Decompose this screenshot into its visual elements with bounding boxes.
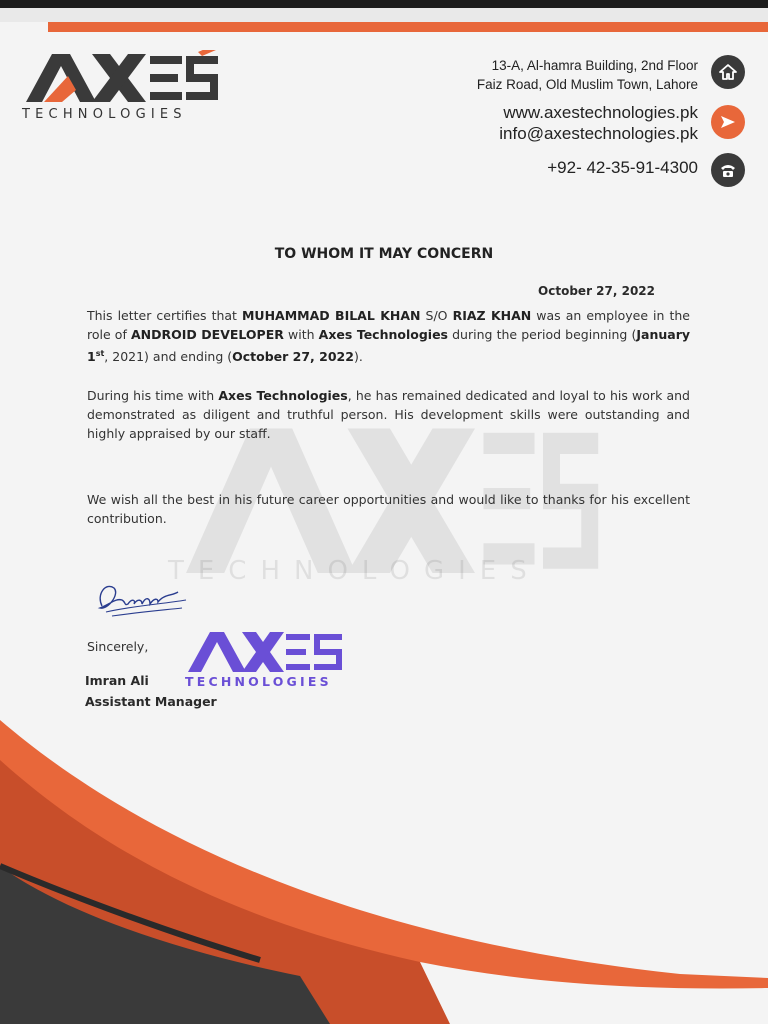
top-light-band — [0, 8, 768, 22]
signer-title: Assistant Manager — [85, 694, 217, 709]
paragraph-wishes: We wish all the best in his future career opportunities and would like to thanks for his excellent contribution. — [87, 492, 690, 526]
home-icon — [711, 55, 745, 89]
send-icon — [711, 105, 745, 139]
paragraph-certification: This letter certifies that MUHAMMAD BILAL KHAN S/O RIAZ KHAN was an employee in the role of ANDROID DEVELOPER with Axes Technologies during the period beginning (January 1st, 2021) and ending (October 27, 2022). — [87, 308, 691, 365]
letter-heading: TO WHOM IT MAY CONCERN — [274, 246, 494, 262]
company-stamp — [186, 628, 346, 676]
website-link[interactable]: www.axestechnologies.pk — [503, 103, 698, 122]
signature — [92, 576, 192, 622]
signer-name: Imran Ali — [85, 673, 149, 688]
top-dark-band — [0, 0, 768, 8]
start-date: January 1st — [87, 327, 691, 365]
paragraph-performance: During his time with Axes Technologies, he has remained dedicated and loyal to his work and demonstrated as diligent and truthful person. His development skills were outstanding and highly appraised by our staff. — [87, 388, 690, 441]
employee-name: MUHAMMAD BILAL KHAN — [241, 308, 421, 323]
email-link[interactable]: info@axestechnologies.pk — [499, 124, 698, 143]
address-line-2: Faiz Road, Old Muslim Town, Lahore — [476, 77, 698, 92]
employee-role: ANDROID DEVELOPER — [130, 327, 284, 342]
address-line-1: 13-A, Al-hamra Building, 2nd Floor — [491, 58, 698, 73]
company-phone: +92- 42-35-91-4300 — [547, 158, 698, 177]
father-name: RIAZ KHAN — [452, 308, 532, 323]
company-name-2: Axes Technologies — [218, 388, 348, 403]
top-accent-bar — [48, 22, 768, 32]
end-date: October 27, 2022 — [232, 349, 354, 365]
letter-date: October 27, 2022 — [538, 284, 655, 298]
company-web-contacts — [499, 102, 698, 144]
phone-icon — [711, 153, 745, 187]
closing: Sincerely, — [87, 639, 149, 654]
logo-subtitle: TECHNOLOGIES — [22, 107, 187, 122]
watermark-subtitle: TECHNOLOGIES — [168, 556, 541, 586]
footer-swoosh — [0, 700, 768, 1024]
company-address — [477, 56, 698, 94]
stamp-subtitle: TECHNOLOGIES — [185, 674, 332, 689]
company-name: Axes Technologies — [318, 327, 448, 342]
